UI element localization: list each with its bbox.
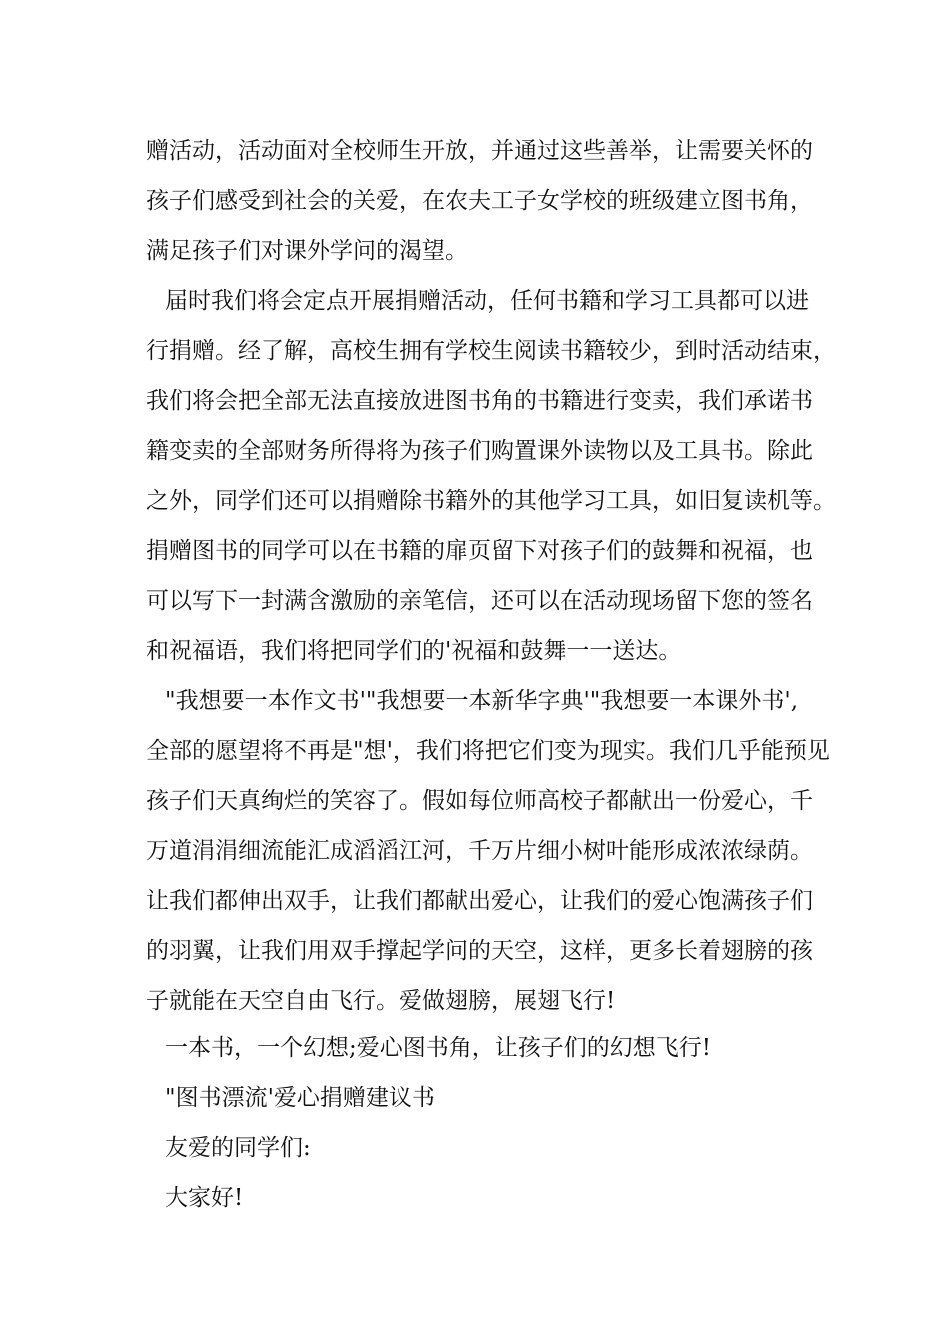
- paragraph-line: 行捐赠。经了解，高校生拥有学校生阅读书籍较少，到时活动结束，: [146, 338, 836, 364]
- paragraph-line: 的羽翼，让我们用双手撑起学问的天空，这样，更多长着翅膀的孩: [146, 938, 813, 964]
- paragraph-line: 一本书，一个幻想;爱心图书角，让孩子们的幻想飞行!: [165, 1035, 711, 1061]
- paragraph-line: 和祝福语，我们将把同学们的'祝福和鼓舞一一送达。: [146, 638, 682, 664]
- paragraph-line: 万道涓涓细流能汇成滔滔江河，千万片细小树叶能形成浓浓绿荫。: [146, 838, 813, 864]
- paragraph-line: 之外，同学们还可以捐赠除书籍外的其他学习工具，如旧复读机等。: [146, 488, 836, 514]
- paragraph-line: 子就能在天空自由飞行。爱做翅膀，展翅飞行!: [146, 988, 616, 1014]
- paragraph-line: 让我们都伸出双手，让我们都献出爱心，让我们的爱心饱满孩子们: [146, 888, 813, 914]
- paragraph-line: 可以写下一封满含激励的亲笔信，还可以在活动现场留下您的签名: [146, 588, 813, 614]
- paragraph-line: 全部的愿望将不再是"想'，我们将把它们变为现实。我们几乎能预见: [146, 738, 830, 764]
- document-title: "图书漂流'爱心捐赠建议书: [165, 1085, 435, 1111]
- paragraph-line: 我们将会把全部无法直接放进图书角的书籍进行变卖，我们承诺书: [146, 388, 813, 414]
- salutation: 友爱的同学们:: [165, 1135, 311, 1161]
- paragraph-line: 孩子们天真绚烂的笑容了。假如每位师高校子都献出一份爱心，千: [146, 788, 813, 814]
- paragraph-line: 籍变卖的全部财务所得将为孩子们购置课外读物以及工具书。除此: [146, 438, 813, 464]
- paragraph-line: "我想要一本作文书'"我想要一本新华字典'"我想要一本课外书',: [165, 688, 799, 714]
- paragraph-line: 满足孩子们对课外学问的渴望。: [146, 238, 468, 264]
- greeting: 大家好!: [165, 1185, 244, 1211]
- paragraph-line: 孩子们感受到社会的关爱，在农夫工子女学校的班级建立图书角，: [146, 188, 813, 214]
- paragraph-line: 赠活动，活动面对全校师生开放，并通过这些善举，让需要关怀的: [146, 138, 813, 164]
- paragraph-line: 捐赠图书的同学可以在书籍的扉页留下对孩子们的鼓舞和祝福，也: [146, 538, 813, 564]
- paragraph-line: 届时我们将会定点开展捐赠活动，任何书籍和学习工具都可以进: [165, 288, 809, 314]
